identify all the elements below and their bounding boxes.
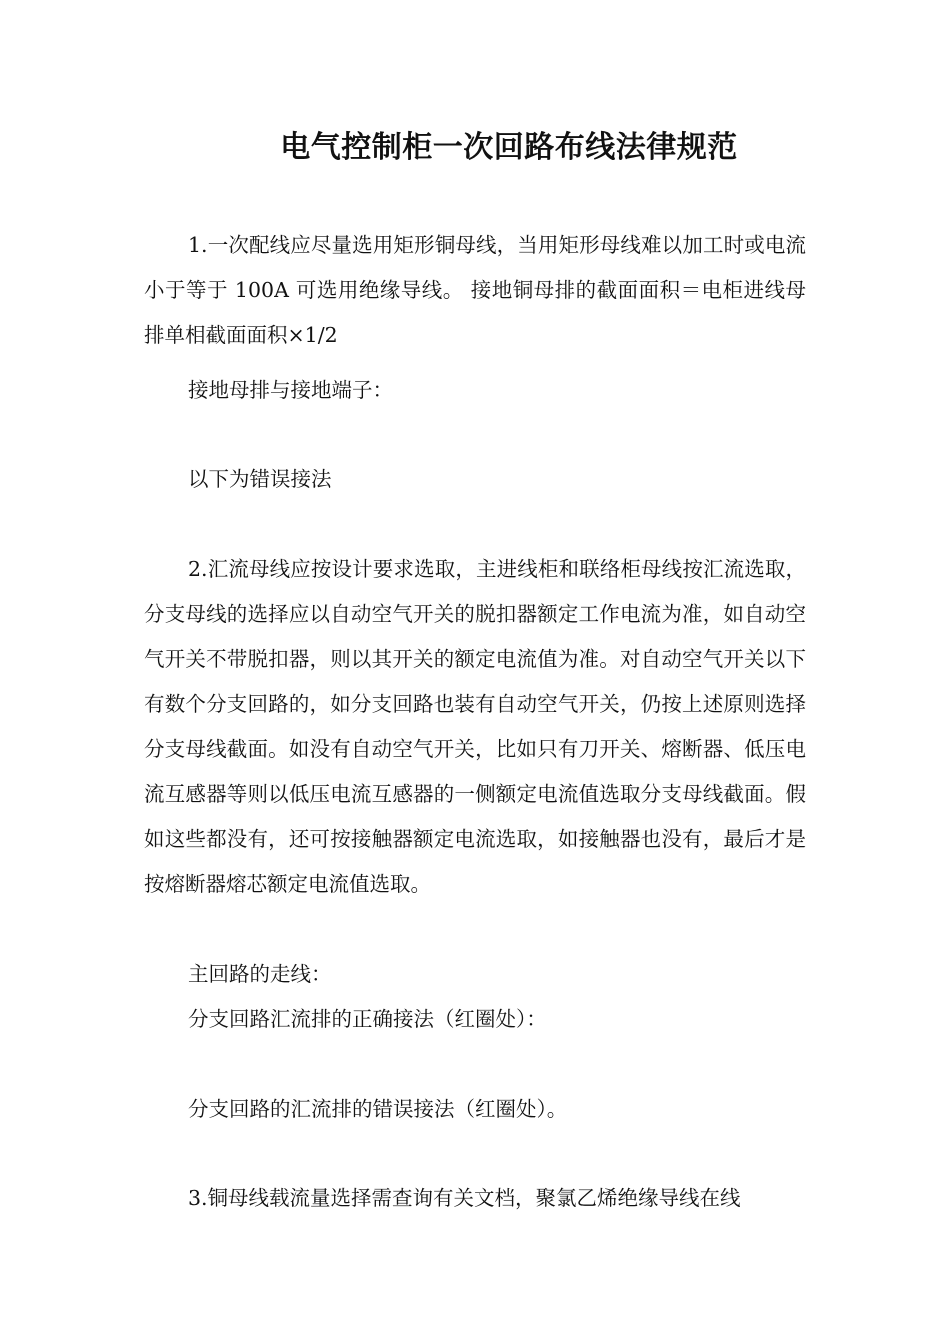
document-title: 电气控制柜一次回路布线法律规范 <box>280 130 738 165</box>
ground-terminal-label: 接地母排与接地端子： <box>188 378 393 402</box>
branch-wrong-label: 分支回路的汇流排的错误接法（红圈处）。 <box>188 1097 568 1121</box>
paragraph-3: 3.铜母线载流量选择需查询有关文档，聚氯乙烯绝缘导线在线 <box>188 1186 741 1210</box>
main-circuit-label: 主回路的走线： <box>188 962 332 986</box>
paragraph-1: 1.一次配线应尽量选用矩形铜母线，当用矩形母线难以加工时或电流小于等于 100A 可选用绝缘导线。 接地铜母排的截面面积＝电柜进线母排单相截面面积×1/2 <box>144 233 806 347</box>
wrong-wiring-label: 以下为错误接法 <box>188 467 332 491</box>
branch-correct-label: 分支回路汇流排的正确接法（红圈处）： <box>188 1007 547 1031</box>
paragraph-2: 2.汇流母线应按设计要求选取，主进线柜和联络柜母线按汇流选取，分支母线的选择应以自动空气开关的脱扣器额定工作电流为准，如自动空气开关不带脱扣器，则以其开关的额定电流值为准。对自动空气开关以下有数个分支回路的，如分支回路也装有自动空气开关，仍按上述原则选择分支母线截面。如没有自动空气开关，比如只有刀开关、熔断器、低压电流互感器等则以低压电流互感器的一侧额定电流值选取分支母线截面。假如这些都没有，还可按接触器额定电流选取，如接触器也没有，最后才是按熔断器熔芯额定电流值选取。 <box>144 557 806 896</box>
